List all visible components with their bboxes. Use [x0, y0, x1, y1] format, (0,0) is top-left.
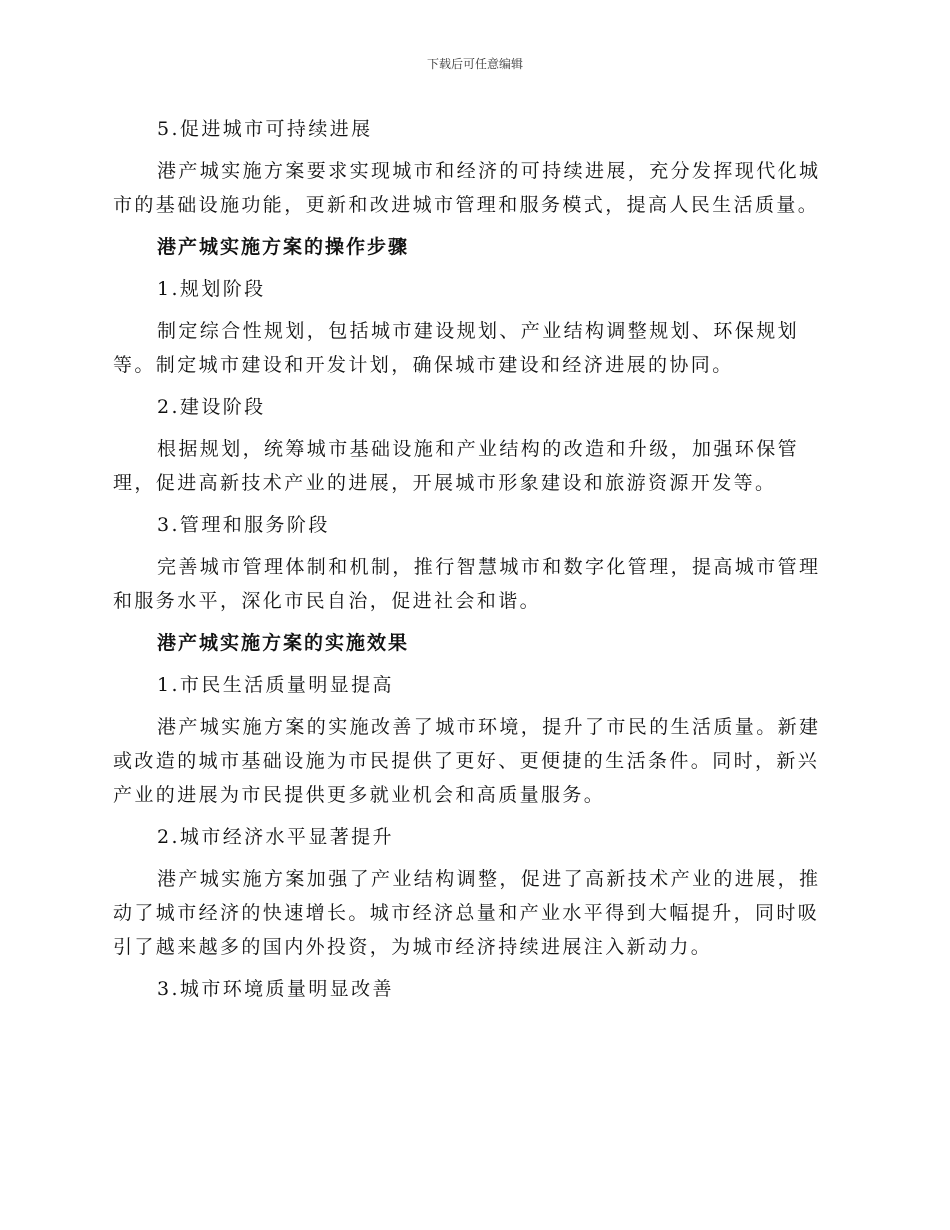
page-header: 下载后可任意编辑	[426, 57, 523, 71]
paragraph: 完善城市管理体制和机制，推行智慧城市和数字化管理，提高城市管理和服务水平，深化市民自治，促进社会和谐。	[113, 556, 821, 612]
list-item-quality-of-life: 1.市民生活质量明显提高	[157, 674, 394, 696]
list-item-planning-stage: 1.规划阶段	[157, 278, 266, 300]
list-item-environment-quality: 3.城市环境质量明显改善	[157, 978, 394, 1000]
list-item-management-stage: 3.管理和服务阶段	[157, 514, 330, 536]
paragraph: 制定综合性规划，包括城市建设规划、产业结构调整规划、环保规划等。制定城市建设和开发计划，确保城市建设和经济进展的协同。	[113, 320, 800, 376]
paragraph: 港产城实施方案加强了产业结构调整，促进了高新技术产业的进展，推动了城市经济的快速增长。城市经济总量和产业水平得到大幅提升，同时吸引了越来越多的国内外投资，为城市经济持续进展注入新动力。	[113, 868, 821, 958]
list-item-economic-level: 2.城市经济水平显著提升	[157, 826, 394, 848]
section-heading-operation-steps: 港产城实施方案的操作步骤	[157, 236, 410, 258]
list-item-construction-stage: 2.建设阶段	[157, 396, 266, 418]
paragraph: 根据规划，统筹城市基础设施和产业结构的改造和升级，加强环保管理，促进高新技术产业的进展，开展城市形象建设和旅游资源开发等。	[113, 438, 800, 494]
document-body	[113, 112, 833, 1014]
list-item-sustainable-development: 5.促进城市可持续进展	[157, 118, 373, 140]
paragraph: 港产城实施方案要求实现城市和经济的可持续进展，充分发挥现代化城市的基础设施功能，更新和改进城市管理和服务模式，提高人民生活质量。	[113, 160, 821, 216]
section-heading-implementation-effects: 港产城实施方案的实施效果	[157, 632, 410, 654]
paragraph: 港产城实施方案的实施改善了城市环境，提升了市民的生活质量。新建或改造的城市基础设施为市民提供了更好、更便捷的生活条件。同时，新兴产业的进展为市民提供更多就业机会和高质量服务。	[113, 716, 821, 806]
